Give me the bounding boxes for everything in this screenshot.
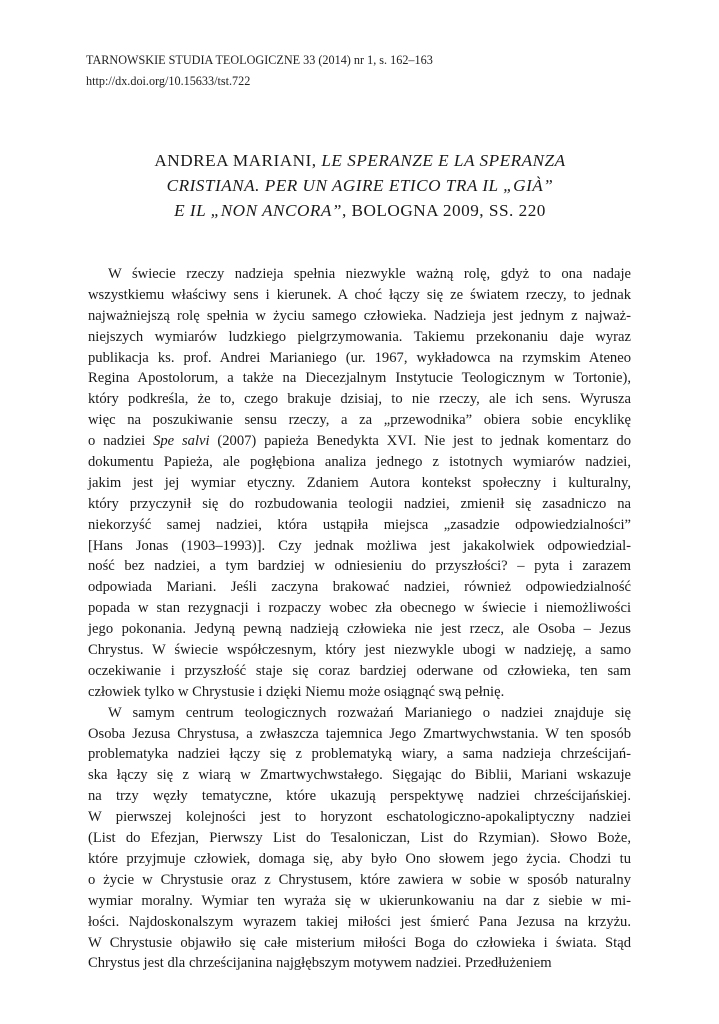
- text-line: wszystkiemu właściwy sens i kierunek. A choć łączy się ze światem rzeczy, to jednak: [88, 286, 631, 303]
- text-line: odpowiada Mariani. Jeśli zaczyna brakować nadziei, również odpowiedzialność: [88, 579, 631, 596]
- text-line: więc na poszukiwanie sensu rzeczy, a za „przewodnika” obiera sobie encyklikę: [88, 412, 631, 429]
- text-line: wymiar moralny. Wymiar ten wyraża się w ukierunkowaniu na dar z siebie w mi-: [88, 892, 631, 909]
- text-line: o nadziei Spe salvi (2007) papieża Benedykta XVI. Nie jest to jednak komentarz do: [88, 433, 631, 450]
- title-author: ANDREA MARIANI,: [154, 151, 322, 170]
- text-line: Osoba Jezusa Chrystusa, a zwłaszcza tajemnica Jego Zmartwychwstania. W ten sposób: [88, 725, 631, 742]
- text-line: jego pokonania. Jedyną pewną nadzieją człowieka nie jest rzecz, ale Osoba – Jezus: [88, 621, 631, 638]
- text-line: ność bez nadziei, a tym bardziej w odniesieniu do przyszłości? – pyta i zarazem: [88, 558, 631, 575]
- text-line: Chrystus jest dla chrześcijanina najgłębszym motywem nadziei. Przedłużeniem: [88, 955, 552, 972]
- text-line: Chrystus. W świecie współczesnym, który jest niezwykle ubogi w nadzieję, a samo: [88, 642, 631, 659]
- text-line: W pierwszej kolejności jest to horyzont eschatologiczno-apokaliptyczny nadziei: [88, 809, 631, 826]
- review-title: [60, 148, 660, 223]
- text-line: problematyka nadziei łączy się z problematyką wiary, a sama nadzieja chrześcijań-: [88, 746, 631, 763]
- text-line: W Chrystusie objawiło się całe misterium miłości Boga do człowieka i świata. Stąd: [88, 934, 631, 951]
- text-line: człowiek tylko w Chrystusie i dzięki Niemu może osiągnąć swą pełnię.: [88, 683, 505, 700]
- text-line: na trzy węzły tematyczne, które ukazują perspektywę nadziei chrześcijańskiej.: [88, 788, 631, 805]
- running-header: [86, 50, 433, 92]
- title-italic-3: E IL „NON ANCORA”: [174, 201, 342, 220]
- text-line: oczekiwanie i przyszłość staje się coraz bardziej oderwane od człowieka, ten sam: [88, 662, 631, 679]
- text-line: popada w stan rezygnacji i rozpaczy wobec zła obecnego w świecie i niemożliwości: [88, 600, 631, 617]
- text-line: które przyjmuje człowiek, domaga się, aby było Ono słowem jego życia. Chodzi tu: [88, 850, 631, 867]
- text-line: który przyczynił się do rozbudowania teologii nadziei, zmienił się zasadniczo na: [88, 495, 631, 512]
- text-line: ska łączy się z wiarą w Zmartwychwstałego. Sięgając do Biblii, Mariani wskazuje: [88, 767, 631, 784]
- review-body: [88, 264, 631, 974]
- text-line: najważniejszą rolę spełnia w życiu samego człowieka. Nadzieja jest jednym z najważ-: [88, 307, 631, 324]
- title-italic-1: LE SPERANZE E LA SPERANZA: [321, 151, 566, 170]
- italic-title: Spe salvi: [153, 433, 210, 450]
- title-line-2: [60, 173, 660, 198]
- title-publication-info: , BOLOGNA 2009, SS. 220: [341, 201, 546, 220]
- text-line: niekorzyść samej nadziei, która ustąpiła miejsca „zasadzie odpowiedzialności”: [88, 516, 631, 533]
- text-line: publikacja ks. prof. Andrei Marianiego (ur. 1967, wykładowca na rzymskim Ateneo: [88, 349, 631, 366]
- text-line: niejszych wymiarów ludzkiego pielgrzymowania. Takiemu przekonaniu daje wyraz: [88, 328, 631, 345]
- text-line: [Hans Jonas (1903–1993)]. Czy jednak możliwa jest jakakolwiek odpowiedzial-: [88, 537, 631, 554]
- text-line: łości. Najdoskonalszym wyrazem takiej miłości jest śmierć Pana Jezusa na krzyżu.: [88, 913, 631, 930]
- title-line-3: [60, 198, 660, 223]
- text-line: jakim jest jej wymiar etyczny. Zdaniem Autora kontekst społeczny i kulturalny,: [88, 474, 631, 491]
- text-line: dokumentu Papieża, ale pogłębiona analiza jednego z istotnych wymiarów nadziei,: [88, 454, 631, 471]
- title-italic-2: CRISTIANA. PER UN AGIRE ETICO TRA IL „GIÀ”: [166, 176, 554, 195]
- journal-citation: TARNOWSKIE STUDIA TEOLOGICZNE 33 (2014) nr 1, s. 162–163: [86, 53, 433, 67]
- text-line: o życie w Chrystusie oraz z Chrystusem, które zawiera w sobie w sposób naturalny: [88, 871, 631, 888]
- paragraph-2: [88, 703, 631, 975]
- title-line-1: [60, 148, 660, 173]
- text-line: W samym centrum teologicznych rozważań Marianiego o nadziei znajduje się: [108, 704, 631, 721]
- text-line: W świecie rzeczy nadzieja spełnia niezwykle ważną rolę, gdyż to ona nadaje: [108, 266, 631, 282]
- text-line: który podkreśla, że to, czego brakuje dzisiaj, to nie rzeczy, ale ich sens. Wyrusza: [88, 391, 631, 408]
- text-line: Regina Apostolorum, a także na Diecezjalnym Instytucie Teologicznym w Tortonie),: [88, 370, 631, 387]
- doi-link[interactable]: http://dx.doi.org/10.15633/tst.722: [86, 74, 251, 88]
- paragraph-1: [88, 264, 631, 703]
- text-line: (List do Efezjan, Pierwszy List do Tesaloniczan, List do Rzymian). Słowo Boże,: [88, 830, 631, 847]
